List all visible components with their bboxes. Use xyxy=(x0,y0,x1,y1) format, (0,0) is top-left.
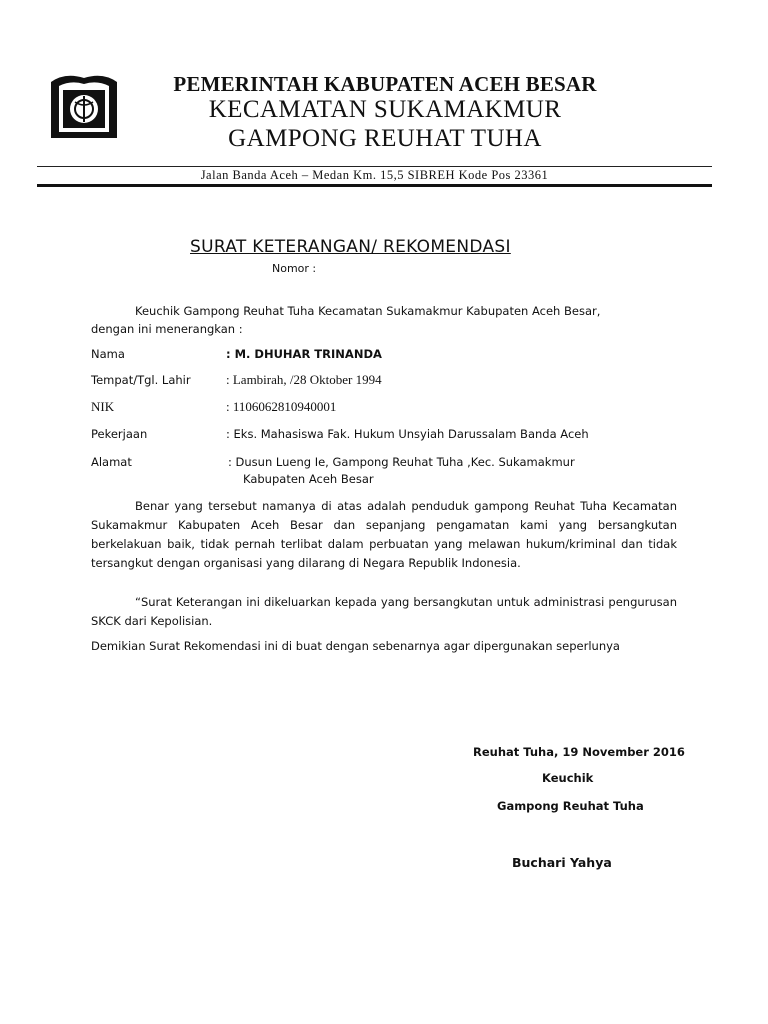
field-label-name: Nama xyxy=(91,347,125,361)
field-value-address-line-2: Kabupaten Aceh Besar xyxy=(243,472,374,486)
signature-place-date: Reuhat Tuha, 19 November 2016 xyxy=(473,745,685,759)
field-label-birth: Tempat/Tgl. Lahir xyxy=(91,373,191,387)
body-paragraph: Benar yang tersebut namanya di atas adalah penduduk gampong Reuhat Tuha Kecamatan Sukamakmur Kabupaten Aceh Besar dan sepanjang pengamatan kami yang bersangkutan berkelakuan baik, tidak pernah terlibat dalam perbuatan yang melawan hukum/kriminal dan tidak tersangkut dengan organisasi yang dilarang di Negara Republik Indonesia. xyxy=(91,499,677,570)
letterhead-address: Jalan Banda Aceh – Medan Km. 15,5 SIBREH Kode Pos 23361 xyxy=(200,168,549,182)
intro-line-2: dengan ini menerangkan : xyxy=(91,322,243,336)
signature-position: Keuchik xyxy=(542,771,594,785)
purpose-paragraph: “Surat Keterangan ini dikeluarkan kepada yang bersangkutan untuk administrasi pengurusan SKCK dari Kepolisian. xyxy=(91,595,677,628)
field-label-nik: NIK xyxy=(91,399,115,414)
signatory-name: Buchari Yahya xyxy=(512,855,612,870)
intro-line-1: Keuchik Gampong Reuhat Tuha Kecamatan Sukamakmur Kabupaten Aceh Besar, xyxy=(135,304,601,318)
field-label-address: Alamat xyxy=(91,455,132,469)
document-number: Nomor : xyxy=(272,262,317,275)
letterhead-district: KECAMATAN SUKAMAKMUR xyxy=(208,96,562,123)
header-divider-thick xyxy=(37,184,712,187)
field-value-birth: : Lambirah, /28 Oktober 1994 xyxy=(226,372,382,387)
regency-emblem-logo xyxy=(45,72,123,142)
letterhead xyxy=(125,72,645,154)
field-label-occupation: Pekerjaan xyxy=(91,427,148,441)
field-value-name: : M. DHUHAR TRINANDA xyxy=(226,347,382,361)
document-title: SURAT KETERANGAN/ REKOMENDASI xyxy=(190,237,511,257)
header-divider-thin xyxy=(37,166,712,167)
letterhead-village: GAMPONG REUHAT TUHA xyxy=(228,125,542,152)
signature-office: Gampong Reuhat Tuha xyxy=(497,799,644,813)
closing-statement: Demikian Surat Rekomendasi ini di buat dengan sebenarnya agar dipergunakan seperlunya xyxy=(91,639,620,653)
field-value-address-line-1: : Dusun Lueng Ie, Gampong Reuhat Tuha ,Kec. Sukamakmur xyxy=(228,455,575,469)
field-value-nik: : 1106062810940001 xyxy=(226,399,337,414)
field-value-occupation: : Eks. Mahasiswa Fak. Hukum Unsyiah Darussalam Banda Aceh xyxy=(226,427,589,441)
letterhead-government: PEMERINTAH KABUPATEN ACEH BESAR xyxy=(173,72,597,96)
